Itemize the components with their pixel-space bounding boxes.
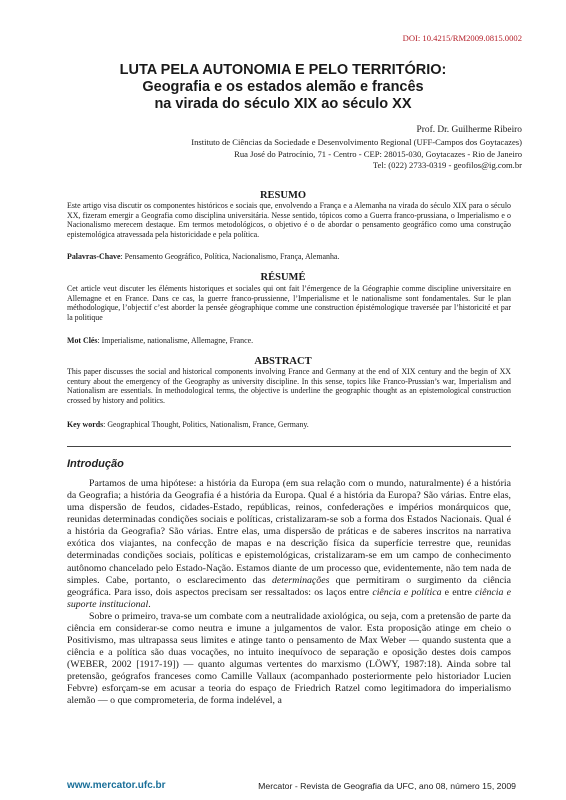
resume-keywords-label: Mot Clés	[67, 336, 98, 345]
resumo-heading: RESUMO	[259, 190, 307, 201]
abstract-text: This paper discusses the social and historical components involving France and Germany at the end of XIX century and the begin of XX century about the emergency of the Geography as university discipline. In this sense, topics like Franco-Prussian’s war, Imperialism and Nationalism are essentials. In methodological terms, the objective is underline the geographic thought as an epistemological construction crossed by history and politics.	[67, 367, 511, 405]
title-line-1: LUTA PELA AUTONOMIA E PELO TERRITÓRIO:	[119, 62, 447, 78]
author-affiliation: Instituto de Ciências da Sociedade e Desenvolvimento Regional (UFF-Campos dos Goytacazes)	[191, 137, 522, 148]
title-line-3: na virada do século XIX ao século XX	[154, 96, 412, 112]
resumo-keywords	[67, 252, 511, 262]
resumo-keywords-list: : Pensamento Geográfico, Política, Nacionalismo, França, Alemanha.	[120, 252, 340, 261]
intro-heading: Introdução	[67, 458, 124, 470]
footer-website-link[interactable]: www.mercator.ufc.br	[67, 780, 166, 791]
abstract-keywords	[67, 420, 511, 430]
author-name: Prof. Dr. Guilherme Ribeiro	[416, 125, 522, 135]
resume-keywords-list: : Imperialisme, nationalisme, Allemagne, France.	[97, 336, 254, 345]
abstract-heading: ABSTRACT	[254, 356, 312, 367]
intro-p1-emphasis-2: ciência e política	[372, 586, 442, 598]
intro-paragraph-1	[67, 478, 511, 611]
intro-p1-emphasis-3: ciência e suporte institucional	[67, 586, 511, 610]
resume-keywords	[67, 336, 511, 346]
resume-text: Cet article veut discuter les éléments historiques et sociales qui ont fait l’émergence de la Géographie comme discipline universitaire en Allemagne et en France. Dans ce cas, la guerre franco-prussienne, l’Imperialisme et le nationalisme sont fondamentales. Sur le plan méthodologique, l’objectif c’est aborder la pensée géographique comme une construction épistémologique traversée par l’historicité et par la politique	[67, 284, 511, 322]
intro-paragraph-2: Sobre o primeiro, trava-se um combate com a neutralidade axiológica, ou seja, com a pretensão de parte da ciência em considerar-se como neutra e imune a julgamentos de valor. Esta proposição atinge em cheio o Positivismo, mas ultrapassa seus limites e atinge tanto o pensamento de Max Weber — quando sustenta que a ciência e a política são duas vocações, no intuito inequívoco de separação e oposição destes dois campos (WEBER, 2002 [1917-19]) — quanto algumas vertentes do marxismo (LÖWY, 1987:18). Ainda sobre tal pretensão, geógrafos franceses como Camille Vallaux (acompanhado posteriormente pelo historiador Lucien Febvre) esforçam-se em acusar a teoria do espaço de Friedrich Ratzel como legitimadora do imperialismo alemão — o que comprometeria, de forma indelével, a	[67, 610, 511, 707]
abstract-keywords-list: : Geographical Thought, Politics, Nationalism, France, Germany.	[103, 420, 309, 429]
author-block	[82, 125, 522, 171]
section-divider	[67, 446, 511, 447]
author-contact: Tel: (022) 2733-0319 - geofilos@ig.com.br	[372, 159, 522, 170]
footer-journal-info: Mercator - Revista de Geografia da UFC, ano 08, número 15, 2009	[258, 781, 516, 791]
intro-p1-text-c: e entre	[441, 586, 476, 598]
article-title	[40, 62, 526, 113]
intro-p1-text-a: Partamos de uma hipótese: a história da Europa (em sua relação com o mundo, naturalmente) é a história da Geografia; a história da Geografia é a história da Europa. Qual é a história da Europa? São várias. Entre elas, uma dispersão de feudos, cidades-Estado, repúblicas, reinos, confederações e impérios monárquicos que, reunidas determinadas condições sociais e políticas, cristalizaram-se sob a forma dos Estados Nacionais. Qual é a história da Geografia? São várias. Entre elas, uma dispersão de práticas e de saberes inscritos na narrativa exótica dos viajantes, na confecção de mapas e na descrição física da superfície terrestre que, reunidas determinadas condições sociais, políticas e epistemológicas, cristalizaram-se em um campo de conhecimento autônomo chancelado pelo Estado-Nação. Estamos diante de um processo que, evidentemente, não tem nada de simples. Cabe, portanto, o esclarecimento das	[67, 478, 511, 586]
intro-p1-text-b: que permitiram o surgimento da ciência geográfica. Para isso, dois aspectos precisam ser ressaltados: os laços entre	[67, 574, 511, 598]
intro-body	[67, 478, 511, 707]
intro-p1-emphasis-1: determinações	[272, 574, 330, 586]
abstract-keywords-label: Key words	[67, 420, 104, 429]
title-line-2: Geografia e os estados alemão e francês	[142, 79, 424, 95]
author-address: Rua José do Patrocínio, 71 - Centro - CEP: 28015-030, Goytacazes - Rio de Janeiro	[234, 148, 522, 159]
intro-p1-text-d: .	[148, 598, 151, 610]
resumo-keywords-label: Palavras-Chave	[67, 252, 121, 261]
doi-link[interactable]: DOI: 10.4215/RM2009.0815.0002	[402, 33, 522, 43]
resume-heading: RÉSUMÉ	[260, 272, 306, 283]
resumo-text: Este artigo visa discutir os componentes históricos e sociais que, envolvendo a França e a Alemanha na virada do século XIX para o século XX, fizeram emergir a Geografia como disciplina universitária. Nesse sentido, tópicos como a Guerra franco-prussiana, o Imperialismo e o Nacionalismo merecem destaque. Em termos metodológicos, o objetivo é o de abordar o pensamento geográfico como uma construção epistemológica atravessada pela historicidade e pela política.	[67, 201, 511, 239]
